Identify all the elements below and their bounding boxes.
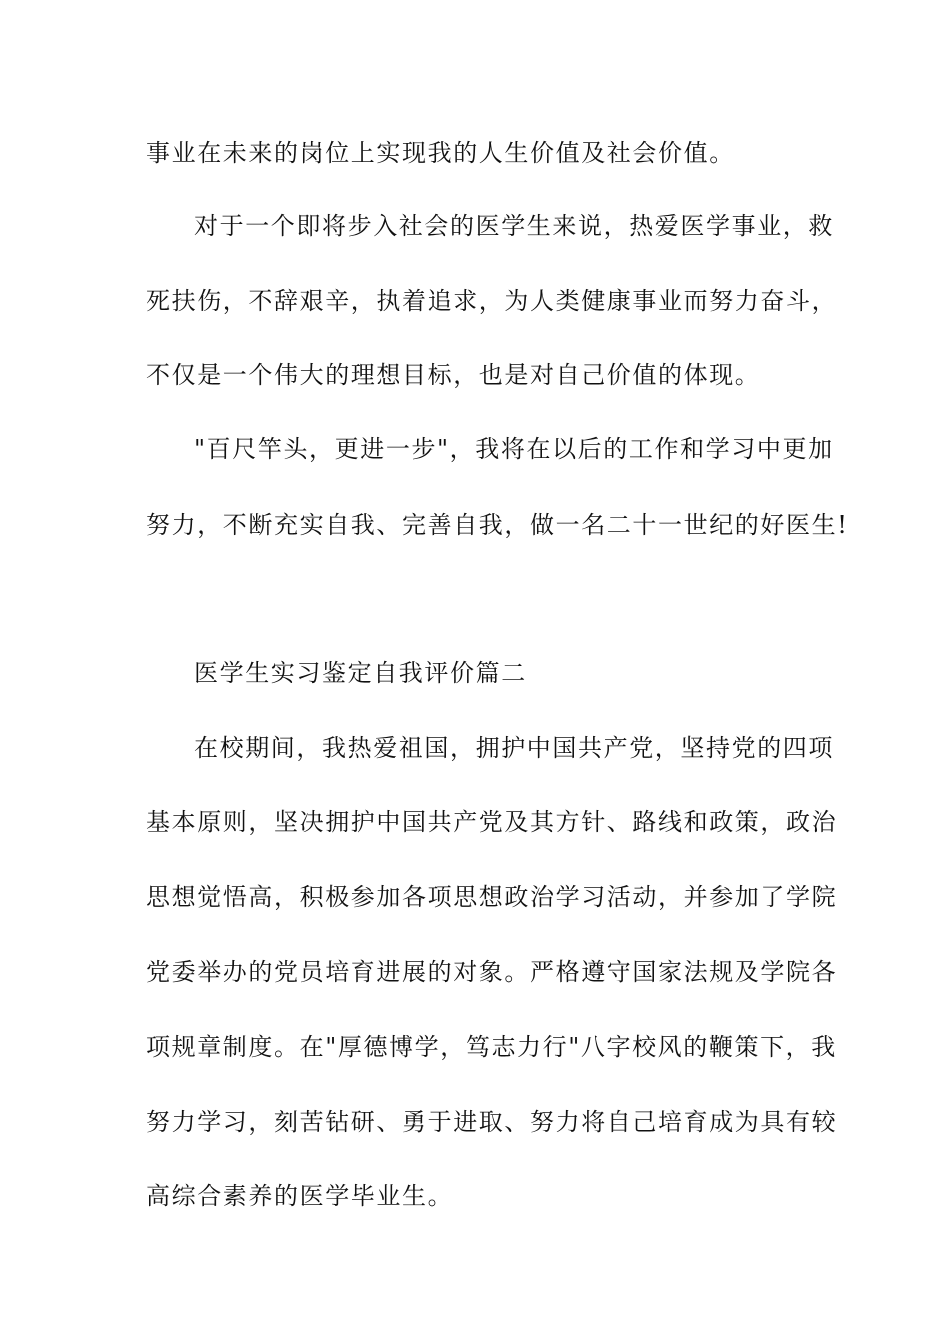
section-heading: 医学生实习鉴定自我评价篇二 [194,659,527,687]
paragraph-line: "百尺竿头，更进一步"，我将在以后的工作和学习中更加 [194,435,834,463]
paragraph-line: 党委举办的党员培育进展的对象。严格遵守国家法规及学院各 [146,958,838,986]
paragraph-line: 努力，不断充实自我、完善自我，做一名二十一世纪的好医生! [146,511,849,539]
paragraph-line: 在校期间，我热爱祖国，拥护中国共产党，坚持党的四项 [194,734,834,762]
paragraph-line: 项规章制度。在"厚德博学，笃志力行"八字校风的鞭策下，我 [146,1033,837,1061]
paragraph-line: 基本原则，坚决拥护中国共产党及其方针、路线和政策，政治 [146,808,838,836]
paragraph-line: 努力学习，刻苦钻研、勇于进取、努力将自己培育成为具有较 [146,1108,838,1136]
paragraph-line: 高综合素养的医学毕业生。 [146,1182,454,1210]
paragraph-line: 对于一个即将步入社会的医学生来说，热爱医学事业，救 [194,212,834,240]
paragraph-line: 死扶伤，不辞艰辛，执着追求，为人类健康事业而努力奋斗， [146,287,838,315]
paragraph-line: 事业在未来的岗位上实现我的人生价值及社会价值。 [146,139,735,167]
paragraph-line: 不仅是一个伟大的理想目标，也是对自己价值的体现。 [146,361,761,389]
paragraph-line: 思想觉悟高，积极参加各项思想政治学习活动，并参加了学院 [146,883,838,911]
